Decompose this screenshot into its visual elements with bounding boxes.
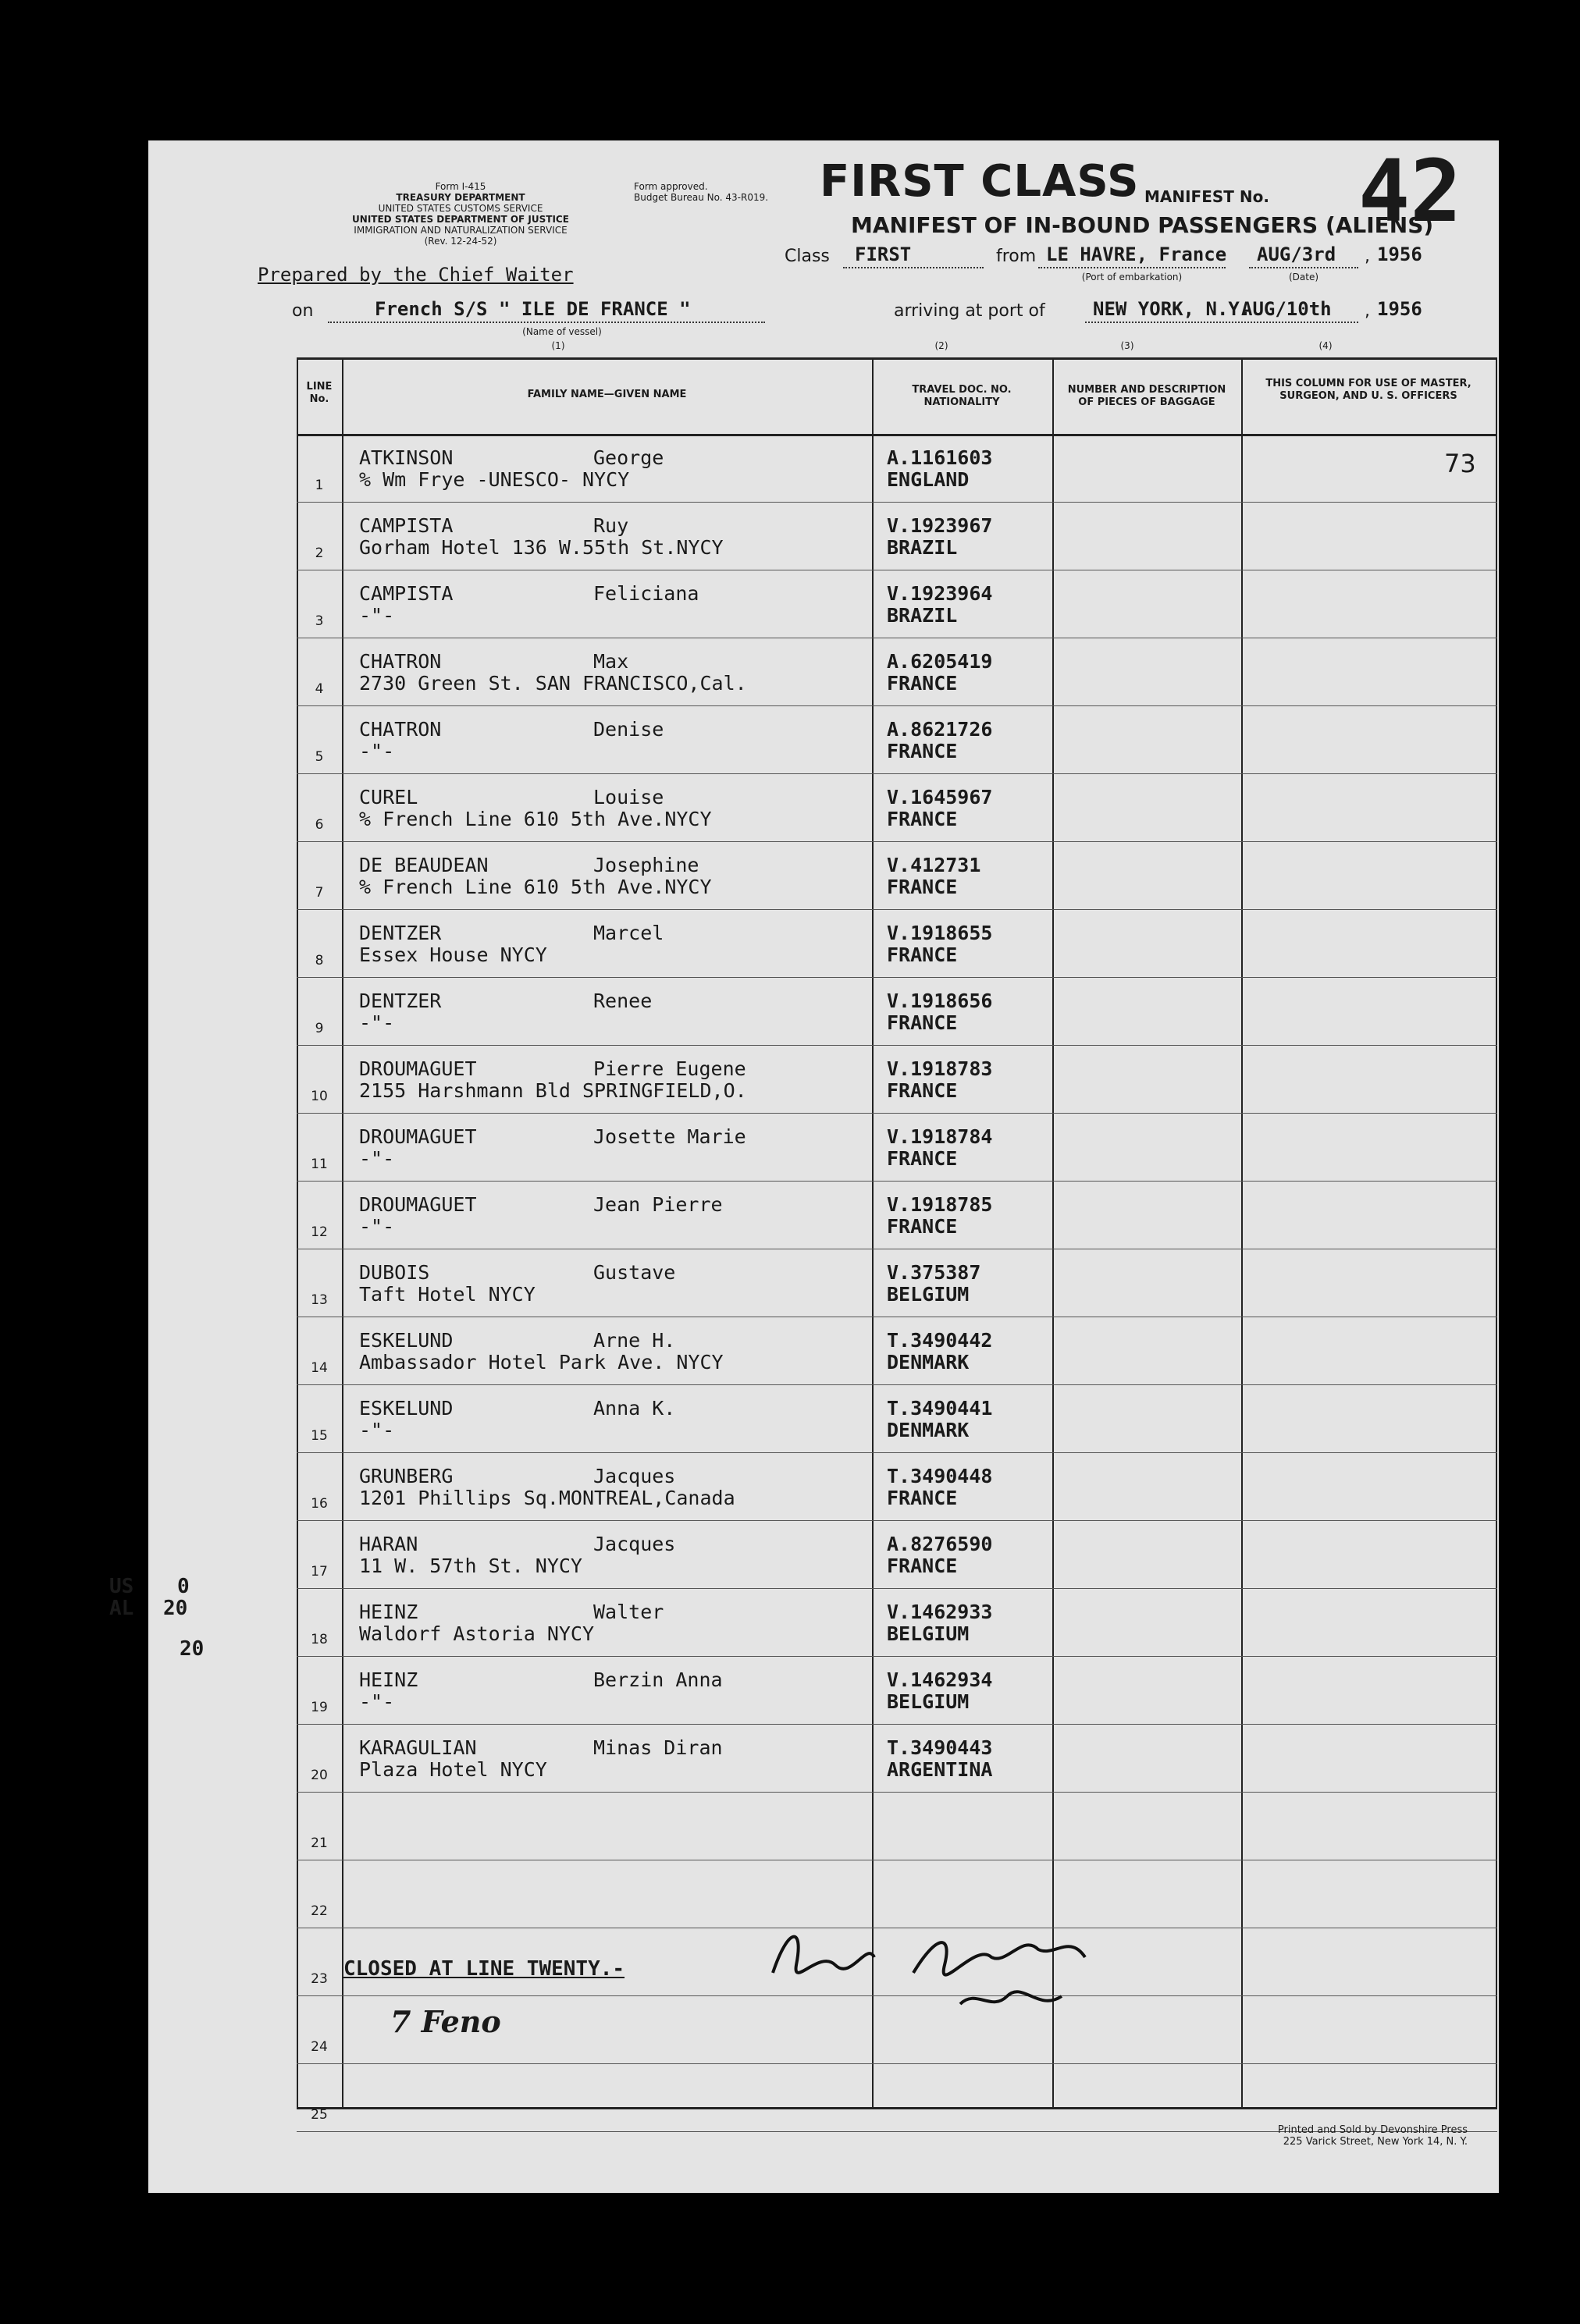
address: Taft Hotel NYCY [359, 1283, 536, 1306]
col-travel-doc: TRAVEL DOC. NO. NATIONALITY [912, 384, 1012, 408]
nationality: BELGIUM [887, 1283, 970, 1306]
given-name: Ruy [593, 514, 629, 537]
printer-line1: Printed and Sold by Devonshire Press [1277, 2124, 1468, 2136]
address: Gorham Hotel 136 W.55th St.NYCY [359, 536, 724, 559]
family-name: CUREL [359, 786, 418, 808]
given-name: Max [593, 650, 629, 673]
family-name: DE BEAUDEAN [359, 854, 489, 876]
address: Plaza Hotel NYCY [359, 1758, 547, 1781]
line-number: 5 [315, 749, 324, 765]
nationality: FRANCE [887, 1079, 958, 1102]
travel-doc-number: A.8276590 [887, 1533, 993, 1555]
table-row [297, 1520, 1497, 1588]
arrival-rule [1085, 322, 1358, 323]
line-number: 14 [311, 1360, 328, 1376]
family-name: ESKELUND [359, 1397, 454, 1420]
tally-al-value: 20 [162, 1597, 188, 1620]
side-number: 73 [1444, 449, 1476, 478]
table-row [297, 570, 1497, 638]
travel-doc-number: V.1923964 [887, 582, 993, 605]
line-number: 23 [311, 1971, 328, 1987]
travel-doc-number: T.3490443 [887, 1736, 993, 1759]
family-name: HARAN [359, 1533, 418, 1555]
nationality: FRANCE [887, 1555, 958, 1577]
printer-credit [1233, 2124, 1468, 2148]
travel-doc-number: A.1161603 [887, 446, 993, 469]
address: -"- [359, 1215, 395, 1238]
family-name: ESKELUND [359, 1329, 454, 1352]
travel-doc-number: V.1918783 [887, 1057, 993, 1080]
line-number: 2 [315, 545, 324, 561]
table-row [297, 1113, 1497, 1181]
travel-doc-number: A.6205419 [887, 650, 993, 673]
table-row [297, 773, 1497, 841]
address: Waldorf Astoria NYCY [359, 1622, 595, 1645]
nationality: ARGENTINA [887, 1758, 993, 1781]
address: 11 W. 57th St. NYCY [359, 1555, 582, 1577]
travel-doc-number: V.1918785 [887, 1193, 993, 1216]
arrival-date: AUG/10th [1241, 298, 1332, 320]
address: 2155 Harshmann Bld SPRINGFIELD,O. [359, 1079, 747, 1102]
family-name: CAMPISTA [359, 514, 454, 537]
col2-marker: (2) [934, 340, 948, 351]
given-name: Pierre Eugene [593, 1057, 746, 1080]
nationality: FRANCE [887, 876, 958, 898]
line-number: 4 [315, 681, 324, 697]
budget-bureau: Budget Bureau No. 43-R019. [634, 192, 769, 203]
family-name: DROUMAGUET [359, 1125, 477, 1148]
given-name: Marcel [593, 922, 664, 944]
table-row [297, 1317, 1497, 1384]
given-name: Louise [593, 786, 664, 808]
given-name: Renee [593, 990, 653, 1012]
family-name: DENTZER [359, 922, 442, 944]
col4-marker: (4) [1318, 340, 1333, 351]
nationality: FRANCE [887, 943, 958, 966]
travel-doc-number: T.3490448 [887, 1465, 993, 1487]
given-name: Arne H. [593, 1329, 676, 1352]
nationality: FRANCE [887, 1215, 958, 1238]
nationality: ENGLAND [887, 468, 970, 491]
table-row [297, 909, 1497, 977]
line-number: 15 [311, 1428, 328, 1444]
form-number: Form I-415 [435, 181, 486, 192]
line-number: 1 [315, 478, 324, 493]
given-name: Berzin Anna [593, 1668, 723, 1691]
col1-marker: (1) [551, 340, 565, 351]
tally-us [109, 1575, 190, 1598]
family-name: ATKINSON [359, 446, 454, 469]
embarkation-caption: (Port of embarkation) [1081, 272, 1183, 283]
printer-line2: 225 Varick Street, New York 14, N. Y. [1283, 2136, 1468, 2148]
line-number: 8 [315, 953, 324, 968]
manifest-no-label: MANIFEST No. [1144, 187, 1269, 206]
tally-total: 20 [180, 1637, 205, 1661]
nationality: FRANCE [887, 672, 958, 695]
table-row [297, 2063, 1497, 2131]
family-name: CHATRON [359, 650, 442, 673]
table-row [297, 434, 1497, 502]
travel-doc-number: T.3490442 [887, 1329, 993, 1352]
address: -"- [359, 1147, 395, 1170]
on-label: on [292, 301, 314, 321]
form-approval [634, 181, 837, 203]
table-row [297, 977, 1497, 1045]
nationality: FRANCE [887, 740, 958, 762]
table-row [297, 1384, 1497, 1452]
travel-doc-number: V.1462933 [887, 1601, 993, 1623]
nationality: BELGIUM [887, 1690, 970, 1713]
table-row [297, 1249, 1497, 1317]
embarkation-port: LE HAVRE, France [1046, 243, 1227, 265]
col-officers: THIS COLUMN FOR USE OF MASTER, SURGEON, AND U. S. OFFICERS [1265, 378, 1471, 402]
passenger-table [297, 357, 1497, 2123]
given-name: Josette Marie [593, 1125, 746, 1148]
given-name: Denise [593, 718, 664, 741]
nationality: FRANCE [887, 808, 958, 830]
address: 2730 Green St. SAN FRANCISCO,Cal. [359, 672, 747, 695]
line-number: 3 [315, 613, 324, 629]
dept-treasury-sub: UNITED STATES CUSTOMS SERVICE [378, 203, 543, 214]
travel-doc-number: V.412731 [887, 854, 981, 876]
line-number: 19 [311, 1700, 328, 1715]
line-number: 22 [311, 1903, 328, 1919]
family-name: DROUMAGUET [359, 1193, 477, 1216]
line-number: 17 [311, 1564, 328, 1580]
travel-doc-number: V.1923967 [887, 514, 993, 537]
table-row [297, 502, 1497, 570]
table-row [297, 1452, 1497, 1520]
vessel-rule [328, 322, 765, 323]
col-name: FAMILY NAME—GIVEN NAME [527, 389, 687, 400]
family-name: KARAGULIAN [359, 1736, 477, 1759]
dept-treasury: TREASURY DEPARTMENT [396, 192, 525, 203]
from-rule [1038, 267, 1226, 268]
line-number: 9 [315, 1021, 324, 1036]
address: Essex House NYCY [359, 943, 547, 966]
address: -"- [359, 1690, 395, 1713]
family-name: CAMPISTA [359, 582, 454, 605]
table-row [297, 705, 1497, 773]
class-rule [843, 267, 984, 268]
table-row [297, 1181, 1497, 1249]
family-name: GRUNBERG [359, 1465, 454, 1487]
given-name: George [593, 446, 664, 469]
date-rule [1249, 267, 1358, 268]
line-number: 13 [311, 1292, 328, 1308]
closed-note: CLOSED AT LINE TWENTY.- [343, 1957, 625, 1981]
travel-doc-number: V.1645967 [887, 786, 993, 808]
tally-al [109, 1597, 187, 1620]
line-number: 7 [315, 885, 324, 901]
tally-us-value: 0 [176, 1575, 190, 1598]
travel-doc-number: V.1918655 [887, 922, 993, 944]
arriving-label: arriving at port of [894, 301, 1045, 321]
class-value: FIRST [855, 243, 912, 265]
table-row [297, 1656, 1497, 1724]
approved-text: Form approved. [634, 181, 708, 192]
address: Ambassador Hotel Park Ave. NYCY [359, 1351, 724, 1373]
nationality: BELGIUM [887, 1622, 970, 1645]
prepared-by: Prepared by the Chief Waiter [258, 264, 574, 286]
line-number: 6 [315, 817, 324, 833]
given-name: Jacques [593, 1465, 676, 1487]
dept-justice: UNITED STATES DEPARTMENT OF JUSTICE [352, 214, 569, 225]
address: -"- [359, 1419, 395, 1441]
line-number: 18 [311, 1632, 328, 1647]
table-row [297, 1588, 1497, 1656]
travel-doc-number: A.8621726 [887, 718, 993, 741]
from-label: from [996, 247, 1037, 266]
vessel-name: French S/S " ILE DE FRANCE " [375, 298, 691, 320]
col3-marker: (3) [1120, 340, 1134, 351]
family-name: DROUMAGUET [359, 1057, 477, 1080]
table-row [297, 1792, 1497, 1860]
nationality: BRAZIL [887, 536, 958, 559]
nationality: DENMARK [887, 1351, 970, 1373]
table-row [297, 1860, 1497, 1928]
family-name: DUBOIS [359, 1261, 430, 1284]
travel-doc-number: T.3490441 [887, 1397, 993, 1420]
address: % French Line 610 5th Ave.NYCY [359, 808, 712, 830]
nationality: FRANCE [887, 1147, 958, 1170]
family-name: HEINZ [359, 1601, 418, 1623]
line-number: 21 [311, 1835, 328, 1851]
handwritten-count: 7 Feno [390, 2004, 501, 2039]
manifest-number: 42 [1358, 141, 1462, 241]
line-number: 20 [311, 1768, 328, 1783]
col-line-no: LINE No. [306, 381, 333, 405]
nationality: FRANCE [887, 1011, 958, 1034]
line-number: 10 [311, 1089, 328, 1104]
travel-doc-number: V.1918784 [887, 1125, 993, 1148]
travel-doc-number: V.375387 [887, 1261, 981, 1284]
dept-justice-sub: IMMIGRATION AND NATURALIZATION SERVICE [354, 225, 568, 236]
nationality: BRAZIL [887, 604, 958, 627]
given-name: Minas Diran [593, 1736, 723, 1759]
given-name: Anna K. [593, 1397, 676, 1420]
line-number: 24 [311, 2039, 328, 2055]
family-name: CHATRON [359, 718, 442, 741]
officer-signature [757, 1918, 1132, 2027]
address: % French Line 610 5th Ave.NYCY [359, 876, 712, 898]
arrival-year: 1956 [1377, 298, 1422, 320]
family-name: HEINZ [359, 1668, 418, 1691]
col-baggage: NUMBER AND DESCRIPTION OF PIECES OF BAGGAGE [1067, 384, 1226, 408]
address: -"- [359, 1011, 395, 1034]
tally-al-label: AL [109, 1597, 134, 1620]
line-number: 16 [311, 1496, 328, 1512]
address: -"- [359, 740, 395, 762]
first-class-stamp: FIRST CLASS [820, 156, 1140, 207]
line-number: 11 [311, 1157, 328, 1172]
address: 1201 Phillips Sq.MONTREAL,Canada [359, 1487, 735, 1509]
table-row [297, 1724, 1497, 1792]
arrival-port: NEW YORK, N.Y. [1093, 298, 1251, 320]
given-name: Feliciana [593, 582, 699, 605]
form-agency-block [289, 181, 632, 247]
given-name: Jean Pierre [593, 1193, 723, 1216]
manifest-page: Form I-415 TREASURY DEPARTMENT UNITED STATES CUSTOMS SERVICE UNITED STATES DEPARTMENT OF JUSTICE IMMIGRATION AND NATURALIZATION SERVICE (Rev. 12-24-52) Form approved. Budget Bureau No. 43-R019. FIRST CLASS MANIFEST No. 42 MANIFEST OF IN-BOUND PASSENGERS (ALIENS) Prepared by the Chief Waiter Class FIRST from LE HAVRE, France (Port of embarkation) AUG/3rd (Date) , 1956 on French S/S " ILE DE FRANCE " (Name of vessel) arriving at port of NEW YORK, N.Y. AUG/10th , 1956 (1) (2) (3) (4) 73 LINE No. FAMILY NAME—GIVEN NAME TRAVEL DOC. NO. NATIONALITY NUMBER AND DESCRIPTION OF PIECES OF BAGGAGE THIS COLUMN FOR USE OF MASTER, SURGEON, AND U. S. OFFICERS 1 ATKINSON George % Wm Frye -UNESCO- NYCY A.1161603 ENGLAND 2 CAMPISTA Ruy Gorham Hotel 136 W.55th St.NYCY V.1923967 BRAZIL 3 CAMPISTA Feliciana -"- V.1923964 BRAZIL 4 CHATRON Max 2730 Green St. SAN FRANCISCO,Cal. A.6205419 FRANCE 5 CHATRON Denise -"- A.8621726 FRANCE 6 CUREL Louise % French Line 610 5th Ave.NYCY V.1645967 FRANCE 7 DE BEAUDEAN Josephine % French Line 610 5th Ave.NYCY V.412731 FRANCE 8 DENTZER Marcel Essex House NYCY V.1918655 FRANCE 9 DENTZER Renee -"- V.1918656 FRANCE 10 DROUMAGUET Pierre Eugene 2155 Harshmann Bld SPRINGFIELD,O. V.1918783 FRANCE 11 DROUMAGUET Josette Marie -"- V.1918784 FRANCE 12 DROUMAGUET Jean Pierre -"- V.1918785 FRANCE 13 DUBOIS Gustave Taft Hotel NYCY V.375387 BELGIUM 14 ESKELUND Arne H. Ambassador Hotel Park Ave. NYCY T.3490442 DENMARK 15 ESKELUND Anna K. -"- T.3490441 DENMARK 16 GRUNBERG Jacques 1201 Phillips Sq.MONTREAL,Canada T.3490448 FRANCE 17 HARAN Jacques 11 W. 57th St. NYCY A.8276590 FRANCE 18 HEINZ Walter Waldorf Astoria NYCY V.1462933 BELGIUM 19 HEINZ Berzin Anna -"- V.1462934 BELGIUM 20 KARAGULIAN Minas Diran Plaza Hotel NYCY T.3490443 ARGENTINA 21 22 23 24 25 CLOSED AT LINE TWENTY.- 7 Feno US 0 AL 20 20 Printed and Sold by Devonshire Press 225 Varick Street, New York 14, N. Y. [148, 140, 1499, 2193]
departure-year: 1956 [1377, 243, 1422, 265]
address: % Wm Frye -UNESCO- NYCY [359, 468, 630, 491]
given-name: Walter [593, 1601, 664, 1623]
table-row [297, 638, 1497, 705]
given-name: Josephine [593, 854, 699, 876]
given-name: Gustave [593, 1261, 676, 1284]
table-row [297, 841, 1497, 909]
table-row [297, 1045, 1497, 1113]
nationality: DENMARK [887, 1419, 970, 1441]
form-revision: (Rev. 12-24-52) [424, 236, 497, 247]
tally-us-label: US [109, 1575, 134, 1598]
date-caption: (Date) [1288, 272, 1319, 283]
vessel-caption: (Name of vessel) [522, 326, 602, 337]
given-name: Jacques [593, 1533, 676, 1555]
manifest-title: MANIFEST OF IN-BOUND PASSENGERS (ALIENS) [851, 212, 1434, 238]
nationality: FRANCE [887, 1487, 958, 1509]
line-number: 12 [311, 1224, 328, 1240]
class-label: Class [785, 247, 830, 266]
line-number: 25 [311, 2107, 328, 2123]
address: -"- [359, 604, 395, 627]
family-name: DENTZER [359, 990, 442, 1012]
departure-date: AUG/3rd [1257, 243, 1336, 265]
travel-doc-number: V.1918656 [887, 990, 993, 1012]
travel-doc-number: V.1462934 [887, 1668, 993, 1691]
